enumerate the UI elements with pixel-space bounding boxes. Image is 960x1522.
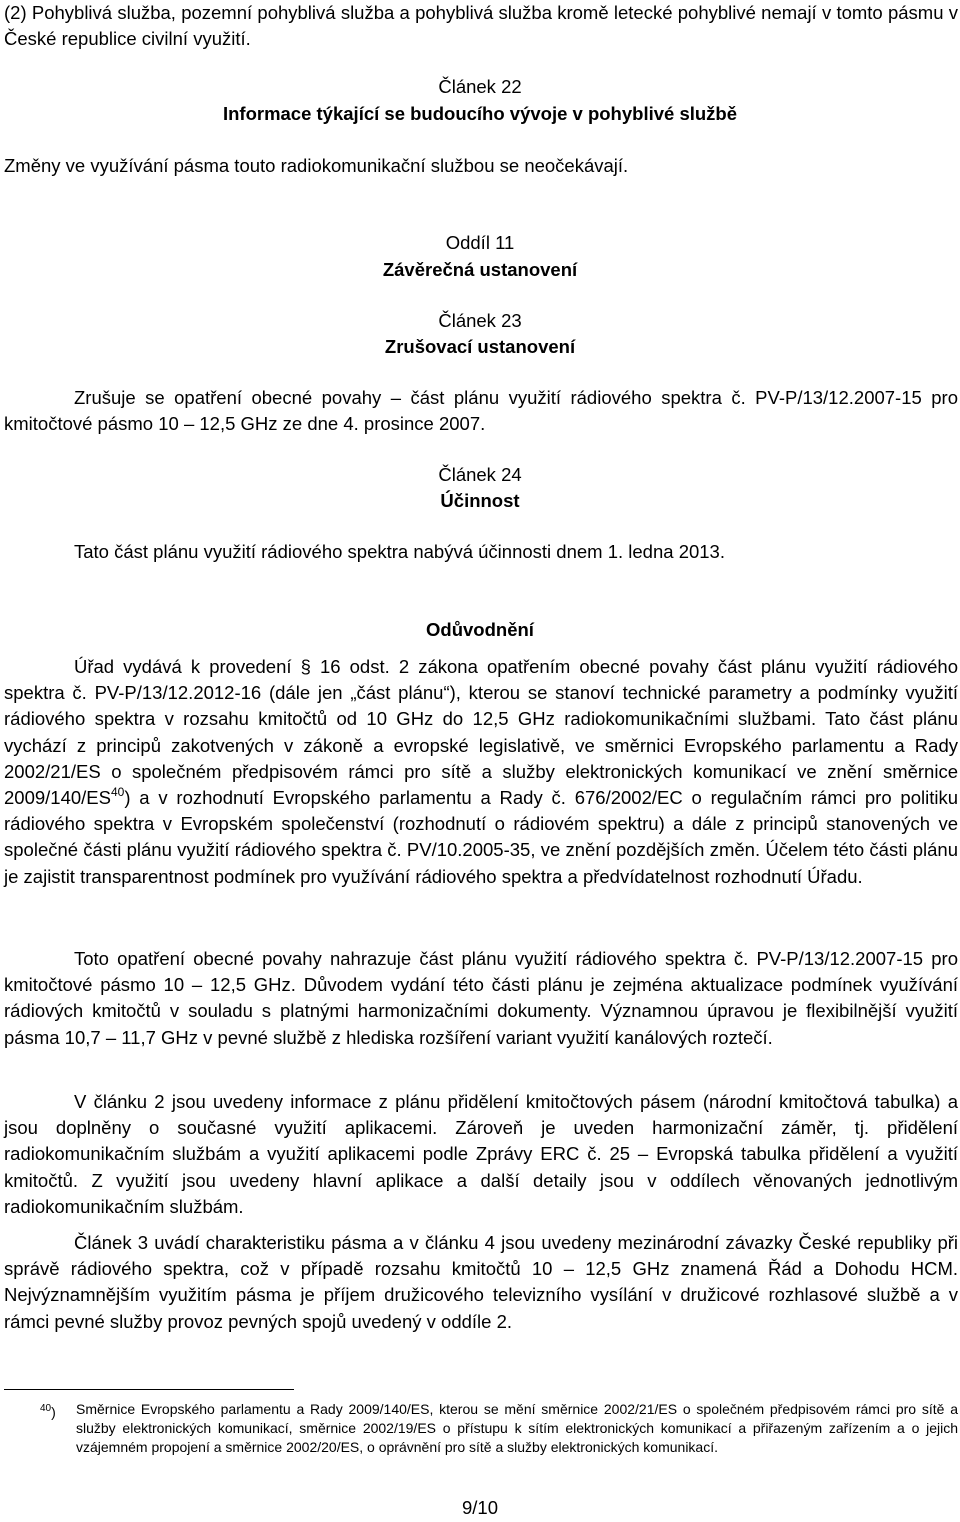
footnote-mark-suffix: ) [51,1404,56,1420]
footnote-mark-number: 40 [40,1403,52,1414]
footnote-mark [40,1400,56,1421]
clanek24-number: Článek 24 [438,464,522,485]
oduvodneni-paragraph-3: V článku 2 jsou uvedeny informace z plánu přidělení kmitočtových pásem (národní kmitočtová tabulka) a jsou doplněny o současné využití aplikacemi. Zároveň je uveden harmonizační záměr, tj. přidělení radiokomunikačním službám a využití aplikacemi podle Zprávy ERC č. 25 – Evropská tabulka přidělení a využití kmitočtů. Z využití jsou uvedeny hlavní aplikace a další detaily jsou v oddílech věnovaných jednotlivým radiokomunikačním službám. [4,1091,958,1217]
clanek23-text: Zrušuje se opatření obecné povahy – část plánu využití rádiového spektra č. PV-P/13/12.2007-15 pro kmitočtové pásmo 10 – 12,5 GHz ze dne 4. prosince 2007. [4,387,958,435]
oduvodneni-title: Odůvodnění [426,619,534,640]
oduvodneni-paragraph-2: Toto opatření obecné povahy nahrazuje část plánu využití rádiového spektra č. PV-P/13/12.2007-15 pro kmitočtové pásmo 10 – 12,5 GHz. Důvodem vydání této části plánu je zejména aktualizace podmínek využívání rádiových kmitočtů v souladu s platnými harmonizačními dokumenty. Významnou úpravou je flexibilnější využití pásma 10,7 – 11,7 GHz v pevné službě z hlediska rozšíření variant využití kanálových roztečí. [4,948,958,1048]
oduvodneni-paragraph-1-end: ) a v rozhodnutí Evropského parlamentu a Rady č. 676/2002/EC o regulačním rámci pro politiku rádiového spektra v Evropském společenství (rozhodnutí o rádiovém spektru) a dále z principů stanovených ve společné části plánu využití rádiového spektra č. PV/10.2005-35, ve znění pozdějších změn. Účelem této části plánu je zajistit transparentnost podmínek pro využívání rádiového spektra a předvídatelnost rozhodnutí Úřadu. [4,787,958,887]
oduvodneni-paragraph-4: Článek 3 uvádí charakteristiku pásma a v článku 4 jsou uvedeny mezinárodní závazky České republiky při správě rádiového spektra, což v případě rozsahu kmitočtů 10 – 12,5 GHz znamená Řád a Dohodu HCM. Nejvýznamnějším využitím pásma je příjem družicového televizního vysílání v družicové rozhlasové službě a v rámci pevné služby provoz pevných spojů uvedený v oddíle 2. [4,1232,958,1332]
clanek23-title: Zrušovací ustanovení [384,336,576,357]
page-number: 9/10 [461,1497,498,1518]
clanek24-title: Účinnost [440,490,520,511]
oduvodneni-paragraph-1 [4,654,958,890]
clanek22-number: Článek 22 [438,76,522,97]
oduvodneni-paragraph-1-start: Úřad vydává k provedení § 16 odst. 2 zákona opatřením obecné povahy část plánu využití rádiového spektra č. PV-P/13/12.2012-16 (dále jen „část plánu“), kterou se stanoví technické parametry a podmínky využití rádiového spektra v rozsahu kmitočtů od 10 GHz do 12,5 GHz radiokomunikačními službami. Tato část plánu vychází z principů zakotvených v zákoně a evropské legislativě, ve směrnici Evropského parlamentu a Rady 2002/21/ES o společném předpisovém rámci pro sítě a služby elektronických komunikací ve znění směrnice 2009/140/ES [4,656,958,809]
footnote-separator [4,1389,294,1390]
oddil11-title: Závěrečná ustanovení [382,259,578,280]
top-paragraph: (2) Pohyblivá služba, pozemní pohyblivá služba a pohyblivá služba kromě letecké pohyblivé nemají v tomto pásmu v České republice civilní využití. [4,2,958,50]
clanek22-title: Informace týkající se budoucího vývoje v pohyblivé službě [222,103,738,124]
footnote-text: Směrnice Evropského parlamentu a Rady 2009/140/ES, kterou se mění směrnice 2002/21/ES o společném předpisovém rámci pro sítě a služby elektronických komunikací, směrnice 2002/19/ES o přístupu k sítím elektronických komunikací a přiřazeným zařízením a o jejich vzájemném propojení a směrnice 2002/20/ES, o oprávnění pro sítě a služby elektronických komunikací. [76,1401,958,1455]
clanek23-number: Článek 23 [438,310,522,331]
footnote-reference: 40 [110,785,125,800]
oddil11-number: Oddíl 11 [445,232,515,253]
clanek22-text: Změny ve využívání pásma touto radiokomunikační službou se neočekávají. [4,155,629,176]
clanek24-text: Tato část plánu využití rádiového spektra nabývá účinnosti dnem 1. ledna 2013. [74,541,725,562]
